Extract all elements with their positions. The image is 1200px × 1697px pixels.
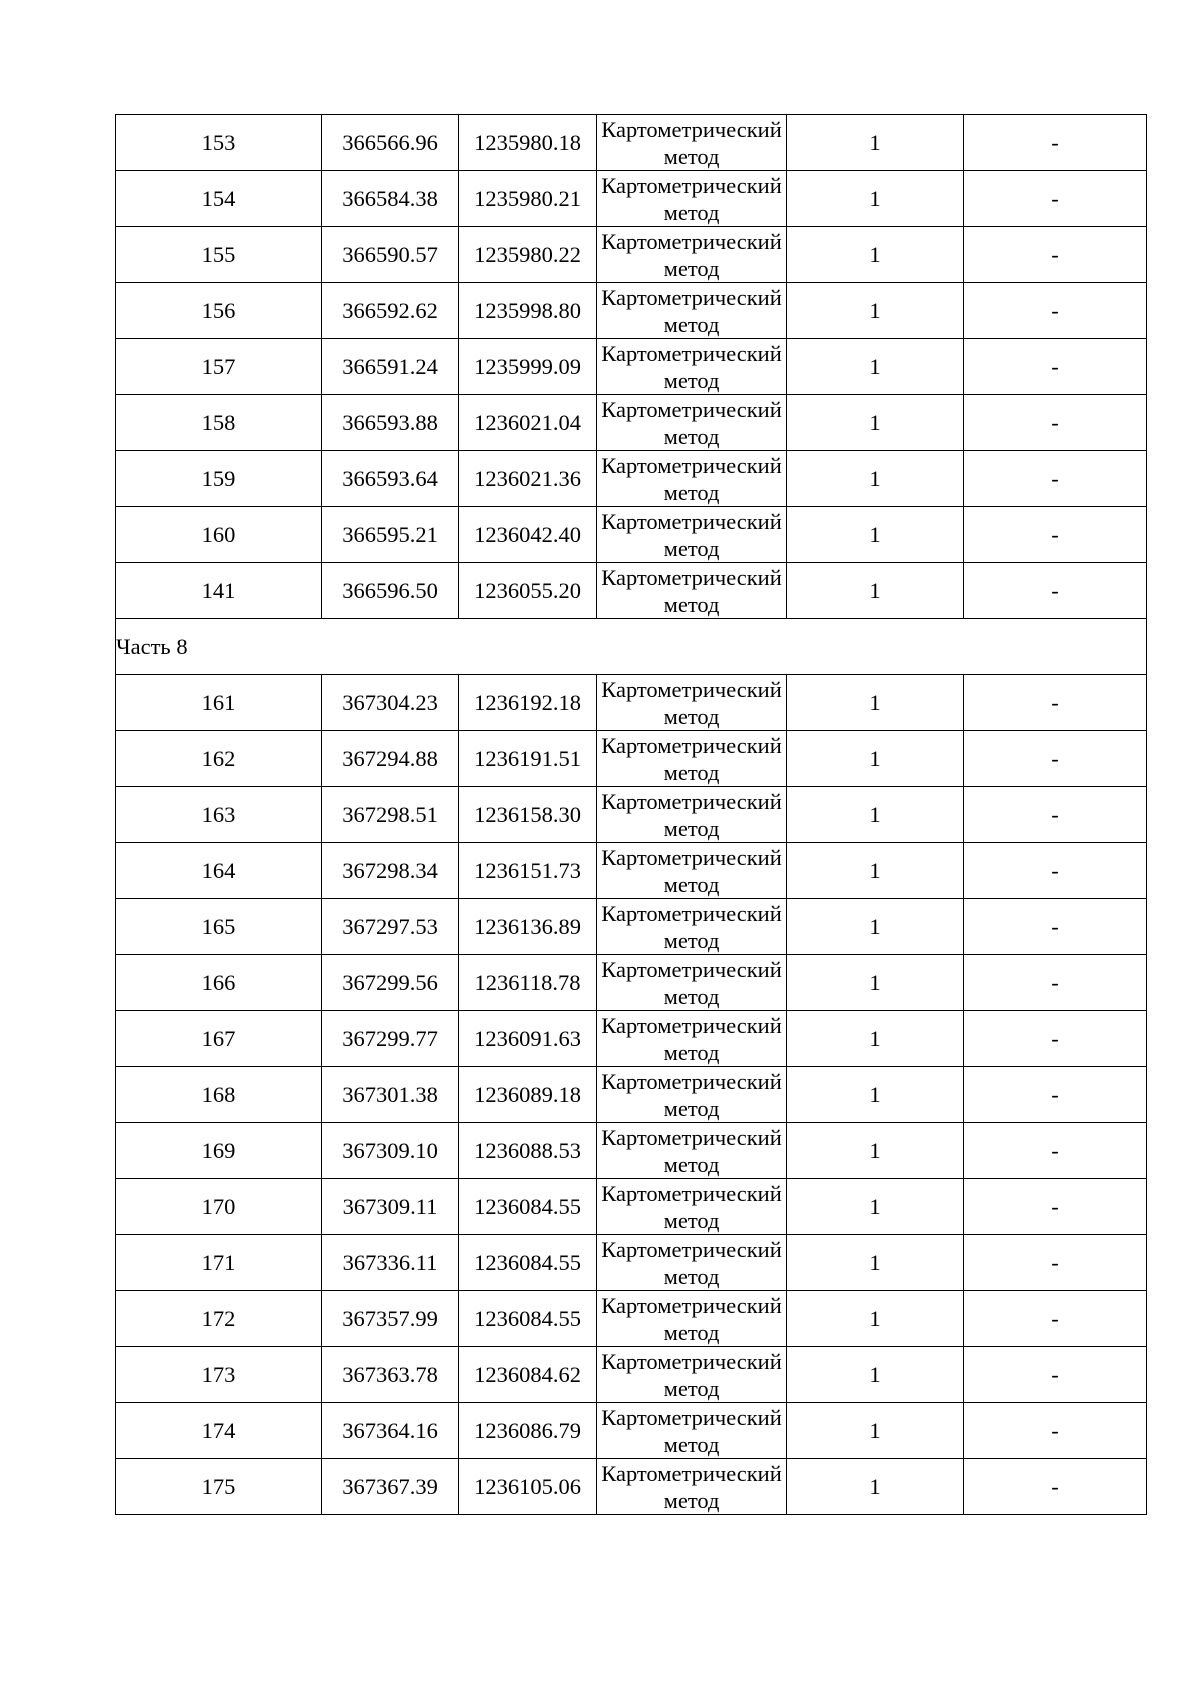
- method-cell: Картометрический метод: [597, 283, 787, 339]
- point-number-cell: 160: [116, 507, 322, 563]
- method-cell: Картометрический метод: [597, 395, 787, 451]
- accuracy-cell: 1: [787, 843, 964, 899]
- x-coordinate-cell: 366590.57: [322, 227, 459, 283]
- point-number-cell: 168: [116, 1067, 322, 1123]
- description-cell: -: [964, 675, 1147, 731]
- table-row: [116, 283, 1147, 339]
- accuracy-cell: 1: [787, 1067, 964, 1123]
- table-row: [116, 1291, 1147, 1347]
- method-cell: Картометрический метод: [597, 899, 787, 955]
- method-cell: Картометрический метод: [597, 675, 787, 731]
- section-title: Часть 8: [116, 619, 1147, 675]
- method-cell: Картометрический метод: [597, 1179, 787, 1235]
- x-coordinate-cell: 367367.39: [322, 1459, 459, 1515]
- y-coordinate-cell: 1236118.78: [459, 955, 597, 1011]
- y-coordinate-cell: 1236021.04: [459, 395, 597, 451]
- accuracy-cell: 1: [787, 1403, 964, 1459]
- table-row: [116, 171, 1147, 227]
- accuracy-cell: 1: [787, 171, 964, 227]
- table-row: [116, 899, 1147, 955]
- x-coordinate-cell: 366596.50: [322, 563, 459, 619]
- point-number-cell: 174: [116, 1403, 322, 1459]
- point-number-cell: 161: [116, 675, 322, 731]
- table-row: [116, 1347, 1147, 1403]
- accuracy-cell: 1: [787, 507, 964, 563]
- description-cell: -: [964, 955, 1147, 1011]
- x-coordinate-cell: 366595.21: [322, 507, 459, 563]
- method-cell: Картометрический метод: [597, 843, 787, 899]
- description-cell: -: [964, 1291, 1147, 1347]
- accuracy-cell: 1: [787, 787, 964, 843]
- coordinates-table-body: [116, 115, 1147, 1515]
- description-cell: -: [964, 171, 1147, 227]
- table-row: [116, 227, 1147, 283]
- description-cell: -: [964, 1011, 1147, 1067]
- point-number-cell: 163: [116, 787, 322, 843]
- y-coordinate-cell: 1236084.55: [459, 1179, 597, 1235]
- x-coordinate-cell: 366584.38: [322, 171, 459, 227]
- table-row: [116, 731, 1147, 787]
- description-cell: -: [964, 395, 1147, 451]
- description-cell: -: [964, 227, 1147, 283]
- accuracy-cell: 1: [787, 339, 964, 395]
- description-cell: -: [964, 563, 1147, 619]
- accuracy-cell: 1: [787, 675, 964, 731]
- table-row: [116, 1403, 1147, 1459]
- point-number-cell: 157: [116, 339, 322, 395]
- y-coordinate-cell: 1235999.09: [459, 339, 597, 395]
- description-cell: -: [964, 899, 1147, 955]
- description-cell: -: [964, 731, 1147, 787]
- method-cell: Картометрический метод: [597, 1347, 787, 1403]
- method-cell: Картометрический метод: [597, 1291, 787, 1347]
- point-number-cell: 153: [116, 115, 322, 171]
- method-cell: Картометрический метод: [597, 1459, 787, 1515]
- method-cell: Картометрический метод: [597, 1235, 787, 1291]
- point-number-cell: 172: [116, 1291, 322, 1347]
- description-cell: -: [964, 115, 1147, 171]
- accuracy-cell: 1: [787, 1347, 964, 1403]
- table-row: [116, 451, 1147, 507]
- y-coordinate-cell: 1236091.63: [459, 1011, 597, 1067]
- y-coordinate-cell: 1236084.62: [459, 1347, 597, 1403]
- x-coordinate-cell: 366593.88: [322, 395, 459, 451]
- accuracy-cell: 1: [787, 395, 964, 451]
- accuracy-cell: 1: [787, 1291, 964, 1347]
- x-coordinate-cell: 367309.11: [322, 1179, 459, 1235]
- accuracy-cell: 1: [787, 283, 964, 339]
- point-number-cell: 159: [116, 451, 322, 507]
- y-coordinate-cell: 1235980.18: [459, 115, 597, 171]
- y-coordinate-cell: 1235980.21: [459, 171, 597, 227]
- y-coordinate-cell: 1235998.80: [459, 283, 597, 339]
- description-cell: -: [964, 787, 1147, 843]
- x-coordinate-cell: 367298.34: [322, 843, 459, 899]
- table-row: [116, 563, 1147, 619]
- method-cell: Картометрический метод: [597, 451, 787, 507]
- method-cell: Картометрический метод: [597, 227, 787, 283]
- table-row: [116, 1179, 1147, 1235]
- section-header-row: [116, 619, 1147, 675]
- x-coordinate-cell: 366593.64: [322, 451, 459, 507]
- point-number-cell: 170: [116, 1179, 322, 1235]
- x-coordinate-cell: 366566.96: [322, 115, 459, 171]
- x-coordinate-cell: 367301.38: [322, 1067, 459, 1123]
- table-row: [116, 1067, 1147, 1123]
- x-coordinate-cell: 367363.78: [322, 1347, 459, 1403]
- y-coordinate-cell: 1236136.89: [459, 899, 597, 955]
- method-cell: Картометрический метод: [597, 563, 787, 619]
- point-number-cell: 156: [116, 283, 322, 339]
- table-row: [116, 1459, 1147, 1515]
- accuracy-cell: 1: [787, 955, 964, 1011]
- x-coordinate-cell: 366592.62: [322, 283, 459, 339]
- point-number-cell: 162: [116, 731, 322, 787]
- method-cell: Картометрический метод: [597, 955, 787, 1011]
- table-row: [116, 507, 1147, 563]
- y-coordinate-cell: 1236021.36: [459, 451, 597, 507]
- description-cell: -: [964, 1123, 1147, 1179]
- accuracy-cell: 1: [787, 563, 964, 619]
- description-cell: -: [964, 843, 1147, 899]
- coordinates-table: [115, 114, 1147, 1515]
- y-coordinate-cell: 1236105.06: [459, 1459, 597, 1515]
- description-cell: -: [964, 339, 1147, 395]
- accuracy-cell: 1: [787, 115, 964, 171]
- point-number-cell: 158: [116, 395, 322, 451]
- table-row: [116, 787, 1147, 843]
- point-number-cell: 169: [116, 1123, 322, 1179]
- method-cell: Картометрический метод: [597, 339, 787, 395]
- description-cell: -: [964, 1067, 1147, 1123]
- table-row: [116, 843, 1147, 899]
- x-coordinate-cell: 367304.23: [322, 675, 459, 731]
- y-coordinate-cell: 1236086.79: [459, 1403, 597, 1459]
- point-number-cell: 175: [116, 1459, 322, 1515]
- y-coordinate-cell: 1236089.18: [459, 1067, 597, 1123]
- accuracy-cell: 1: [787, 227, 964, 283]
- y-coordinate-cell: 1236084.55: [459, 1235, 597, 1291]
- x-coordinate-cell: 367336.11: [322, 1235, 459, 1291]
- y-coordinate-cell: 1236151.73: [459, 843, 597, 899]
- table-row: [116, 1235, 1147, 1291]
- accuracy-cell: 1: [787, 1123, 964, 1179]
- description-cell: -: [964, 1235, 1147, 1291]
- description-cell: -: [964, 507, 1147, 563]
- table-row: [116, 395, 1147, 451]
- description-cell: -: [964, 1403, 1147, 1459]
- y-coordinate-cell: 1236084.55: [459, 1291, 597, 1347]
- accuracy-cell: 1: [787, 451, 964, 507]
- x-coordinate-cell: 367309.10: [322, 1123, 459, 1179]
- table-row: [116, 1123, 1147, 1179]
- table-row: [116, 955, 1147, 1011]
- method-cell: Картометрический метод: [597, 115, 787, 171]
- table-row: [116, 339, 1147, 395]
- method-cell: Картометрический метод: [597, 1011, 787, 1067]
- description-cell: -: [964, 451, 1147, 507]
- point-number-cell: 141: [116, 563, 322, 619]
- x-coordinate-cell: 367294.88: [322, 731, 459, 787]
- x-coordinate-cell: 367298.51: [322, 787, 459, 843]
- accuracy-cell: 1: [787, 1459, 964, 1515]
- y-coordinate-cell: 1236088.53: [459, 1123, 597, 1179]
- y-coordinate-cell: 1236191.51: [459, 731, 597, 787]
- y-coordinate-cell: 1236158.30: [459, 787, 597, 843]
- table-row: [116, 115, 1147, 171]
- accuracy-cell: 1: [787, 731, 964, 787]
- description-cell: -: [964, 283, 1147, 339]
- table-row: [116, 675, 1147, 731]
- x-coordinate-cell: 367297.53: [322, 899, 459, 955]
- method-cell: Картометрический метод: [597, 787, 787, 843]
- x-coordinate-cell: 367299.77: [322, 1011, 459, 1067]
- x-coordinate-cell: 367357.99: [322, 1291, 459, 1347]
- description-cell: -: [964, 1179, 1147, 1235]
- point-number-cell: 164: [116, 843, 322, 899]
- method-cell: Картометрический метод: [597, 1067, 787, 1123]
- point-number-cell: 154: [116, 171, 322, 227]
- method-cell: Картометрический метод: [597, 731, 787, 787]
- document-page: [115, 114, 1146, 1515]
- x-coordinate-cell: 366591.24: [322, 339, 459, 395]
- point-number-cell: 167: [116, 1011, 322, 1067]
- description-cell: -: [964, 1347, 1147, 1403]
- point-number-cell: 165: [116, 899, 322, 955]
- accuracy-cell: 1: [787, 1235, 964, 1291]
- method-cell: Картометрический метод: [597, 1403, 787, 1459]
- point-number-cell: 166: [116, 955, 322, 1011]
- y-coordinate-cell: 1235980.22: [459, 227, 597, 283]
- description-cell: -: [964, 1459, 1147, 1515]
- x-coordinate-cell: 367299.56: [322, 955, 459, 1011]
- point-number-cell: 171: [116, 1235, 322, 1291]
- table-row: [116, 1011, 1147, 1067]
- method-cell: Картометрический метод: [597, 1123, 787, 1179]
- accuracy-cell: 1: [787, 899, 964, 955]
- point-number-cell: 155: [116, 227, 322, 283]
- x-coordinate-cell: 367364.16: [322, 1403, 459, 1459]
- y-coordinate-cell: 1236055.20: [459, 563, 597, 619]
- method-cell: Картометрический метод: [597, 171, 787, 227]
- y-coordinate-cell: 1236192.18: [459, 675, 597, 731]
- accuracy-cell: 1: [787, 1011, 964, 1067]
- y-coordinate-cell: 1236042.40: [459, 507, 597, 563]
- accuracy-cell: 1: [787, 1179, 964, 1235]
- point-number-cell: 173: [116, 1347, 322, 1403]
- method-cell: Картометрический метод: [597, 507, 787, 563]
